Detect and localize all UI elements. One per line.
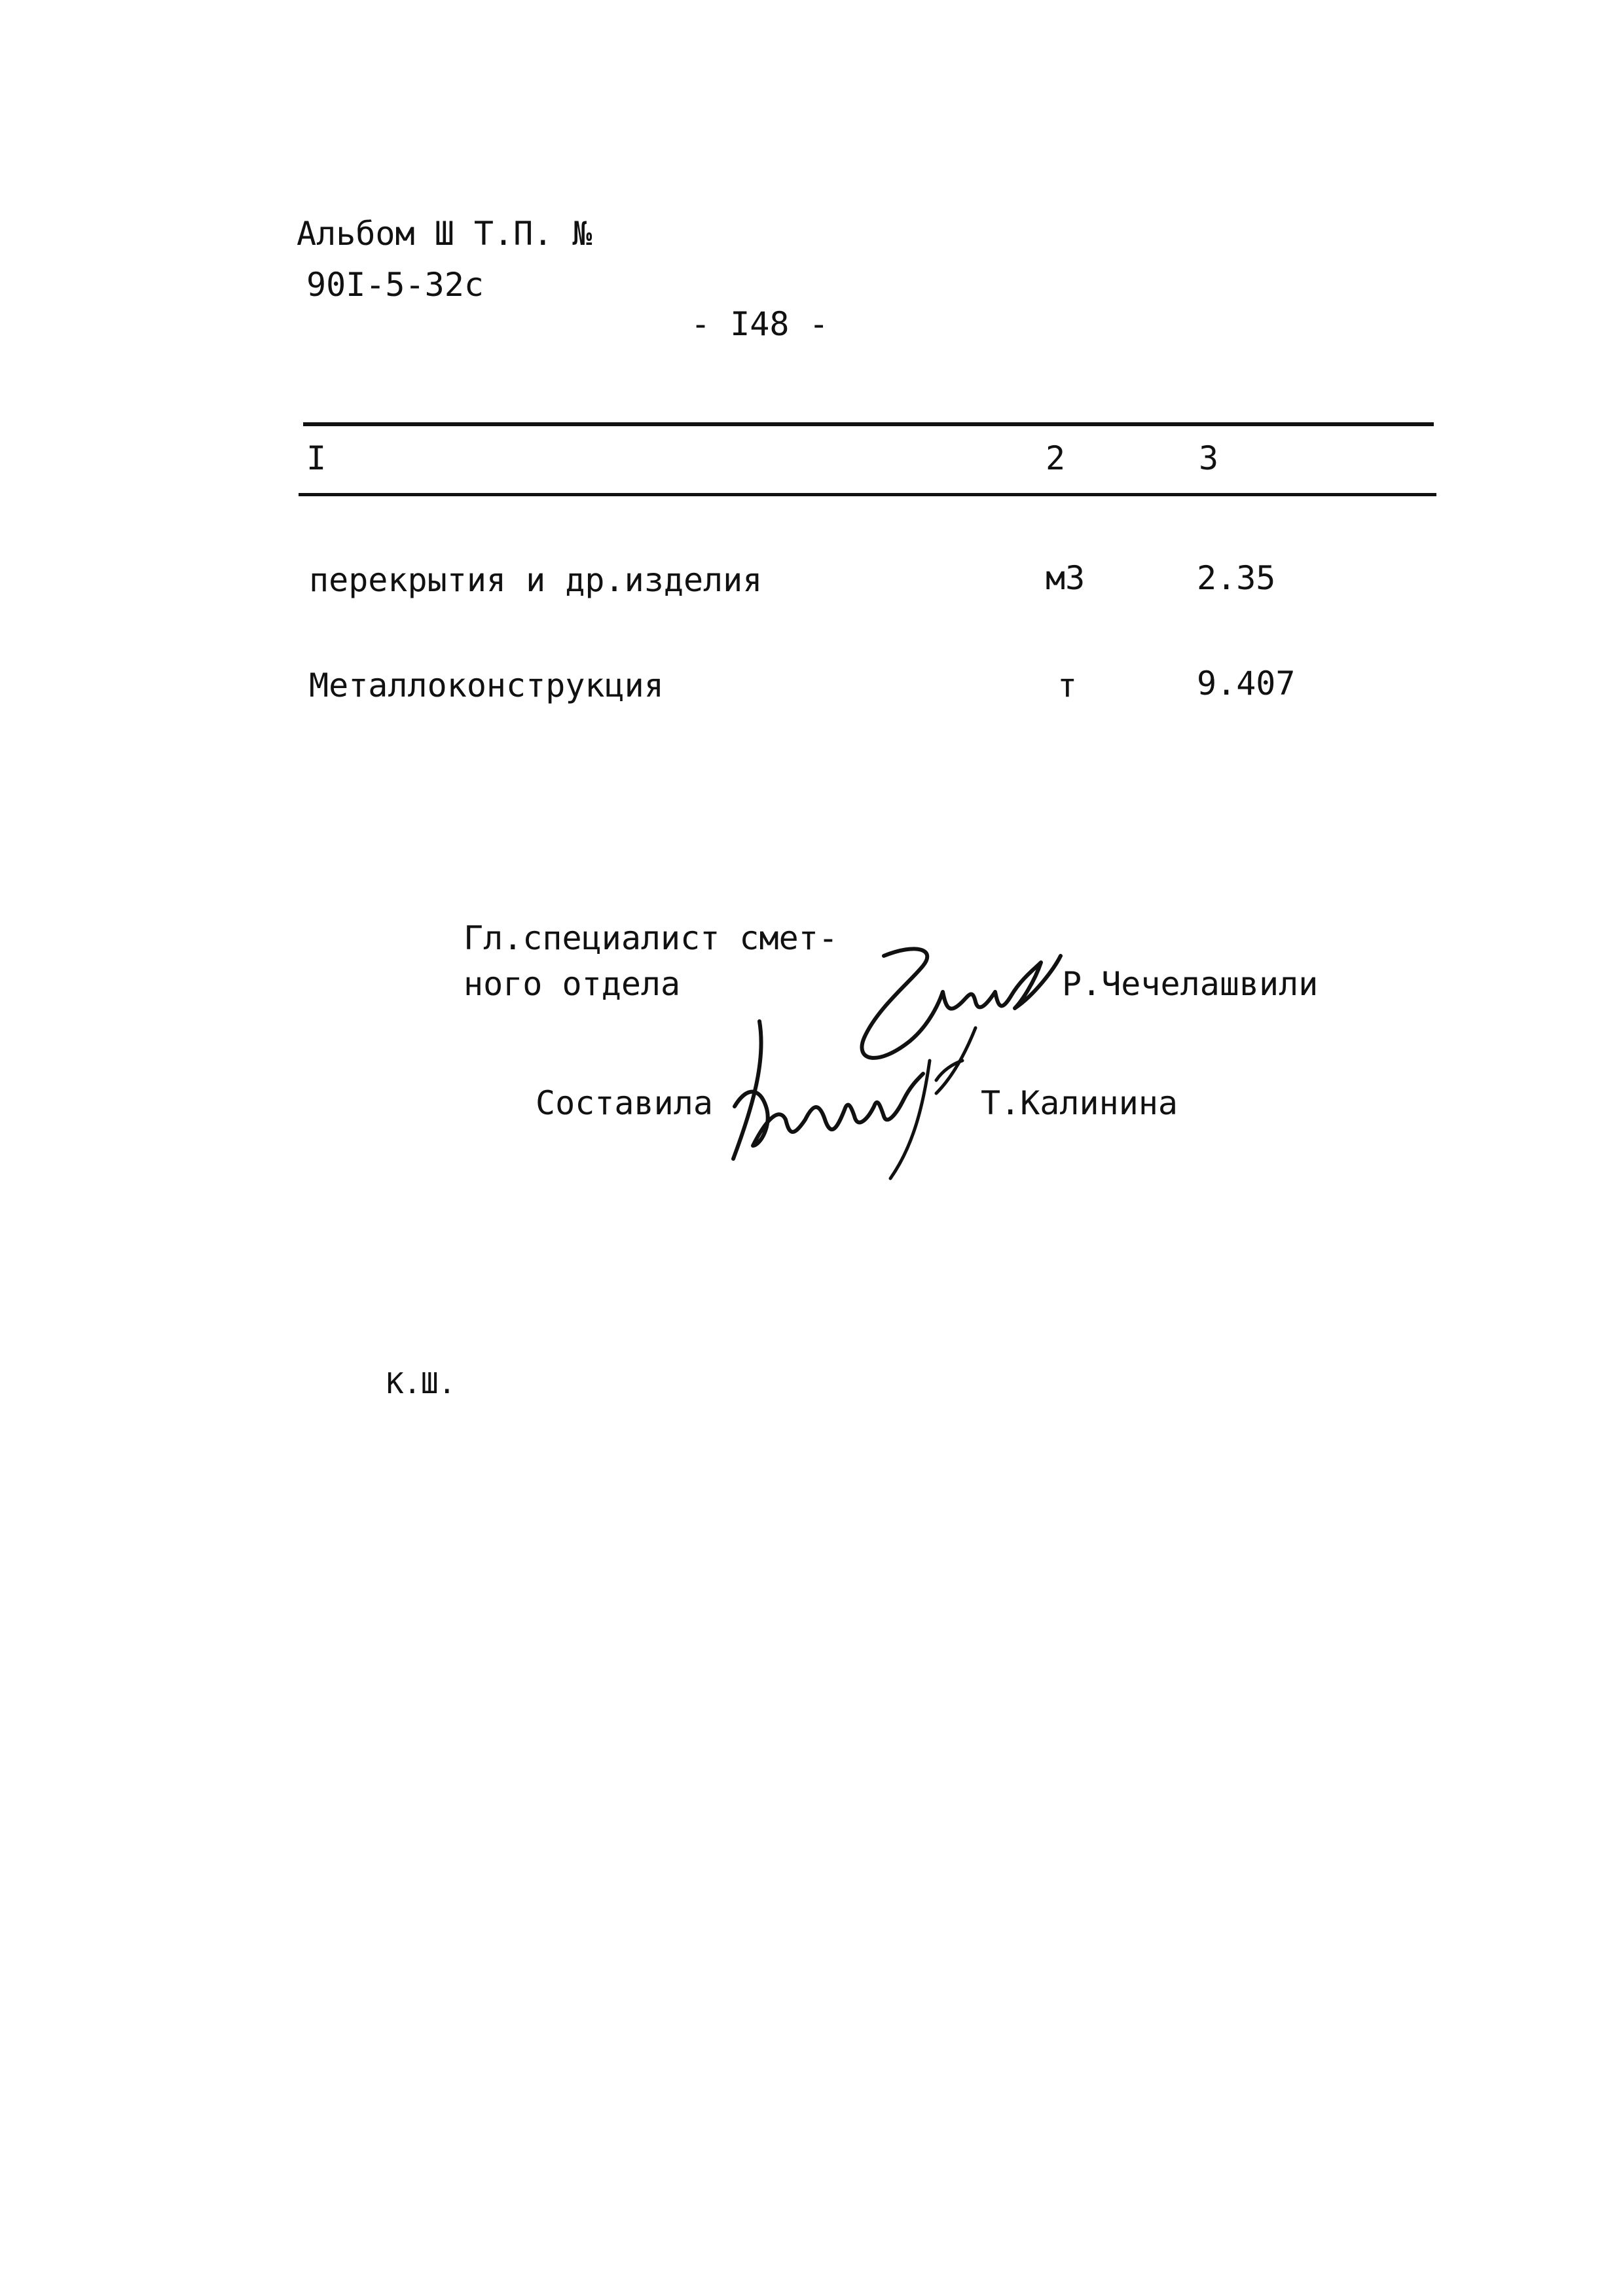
table-row-1-unit: м3 bbox=[1046, 559, 1085, 597]
chief-title-line2: ного отдела bbox=[464, 965, 681, 1003]
table-row-1-name: перекрытия и др.изделия bbox=[309, 561, 763, 599]
table-row-1-value: 2.35 bbox=[1197, 559, 1276, 597]
project-number: 90I-5-32с bbox=[306, 266, 484, 304]
table-row-2-unit: т bbox=[1057, 666, 1078, 704]
table-row-2-name: Металлоконструкция bbox=[309, 666, 664, 704]
compiler-name: Т.Калинина bbox=[981, 1084, 1178, 1122]
table-row-2-value: 9.407 bbox=[1197, 665, 1296, 702]
compiler-label: Составила bbox=[536, 1084, 713, 1122]
album-line: Альбом Ш Т.П. № bbox=[297, 215, 593, 253]
column-header-1: I bbox=[306, 439, 327, 477]
chief-title-line1: Гл.специалист смет- bbox=[464, 919, 838, 957]
compiler-signature-icon bbox=[720, 1008, 1008, 1192]
table-header-bottom-rule bbox=[299, 493, 1436, 496]
column-header-3: 3 bbox=[1199, 439, 1219, 477]
footer-initials: К.Ш. bbox=[386, 1367, 456, 1400]
table-top-rule bbox=[303, 422, 1434, 426]
chief-name: Р.Чечелашвили bbox=[1062, 965, 1319, 1003]
page-number: - I48 - bbox=[691, 305, 829, 343]
column-header-2: 2 bbox=[1046, 439, 1066, 477]
